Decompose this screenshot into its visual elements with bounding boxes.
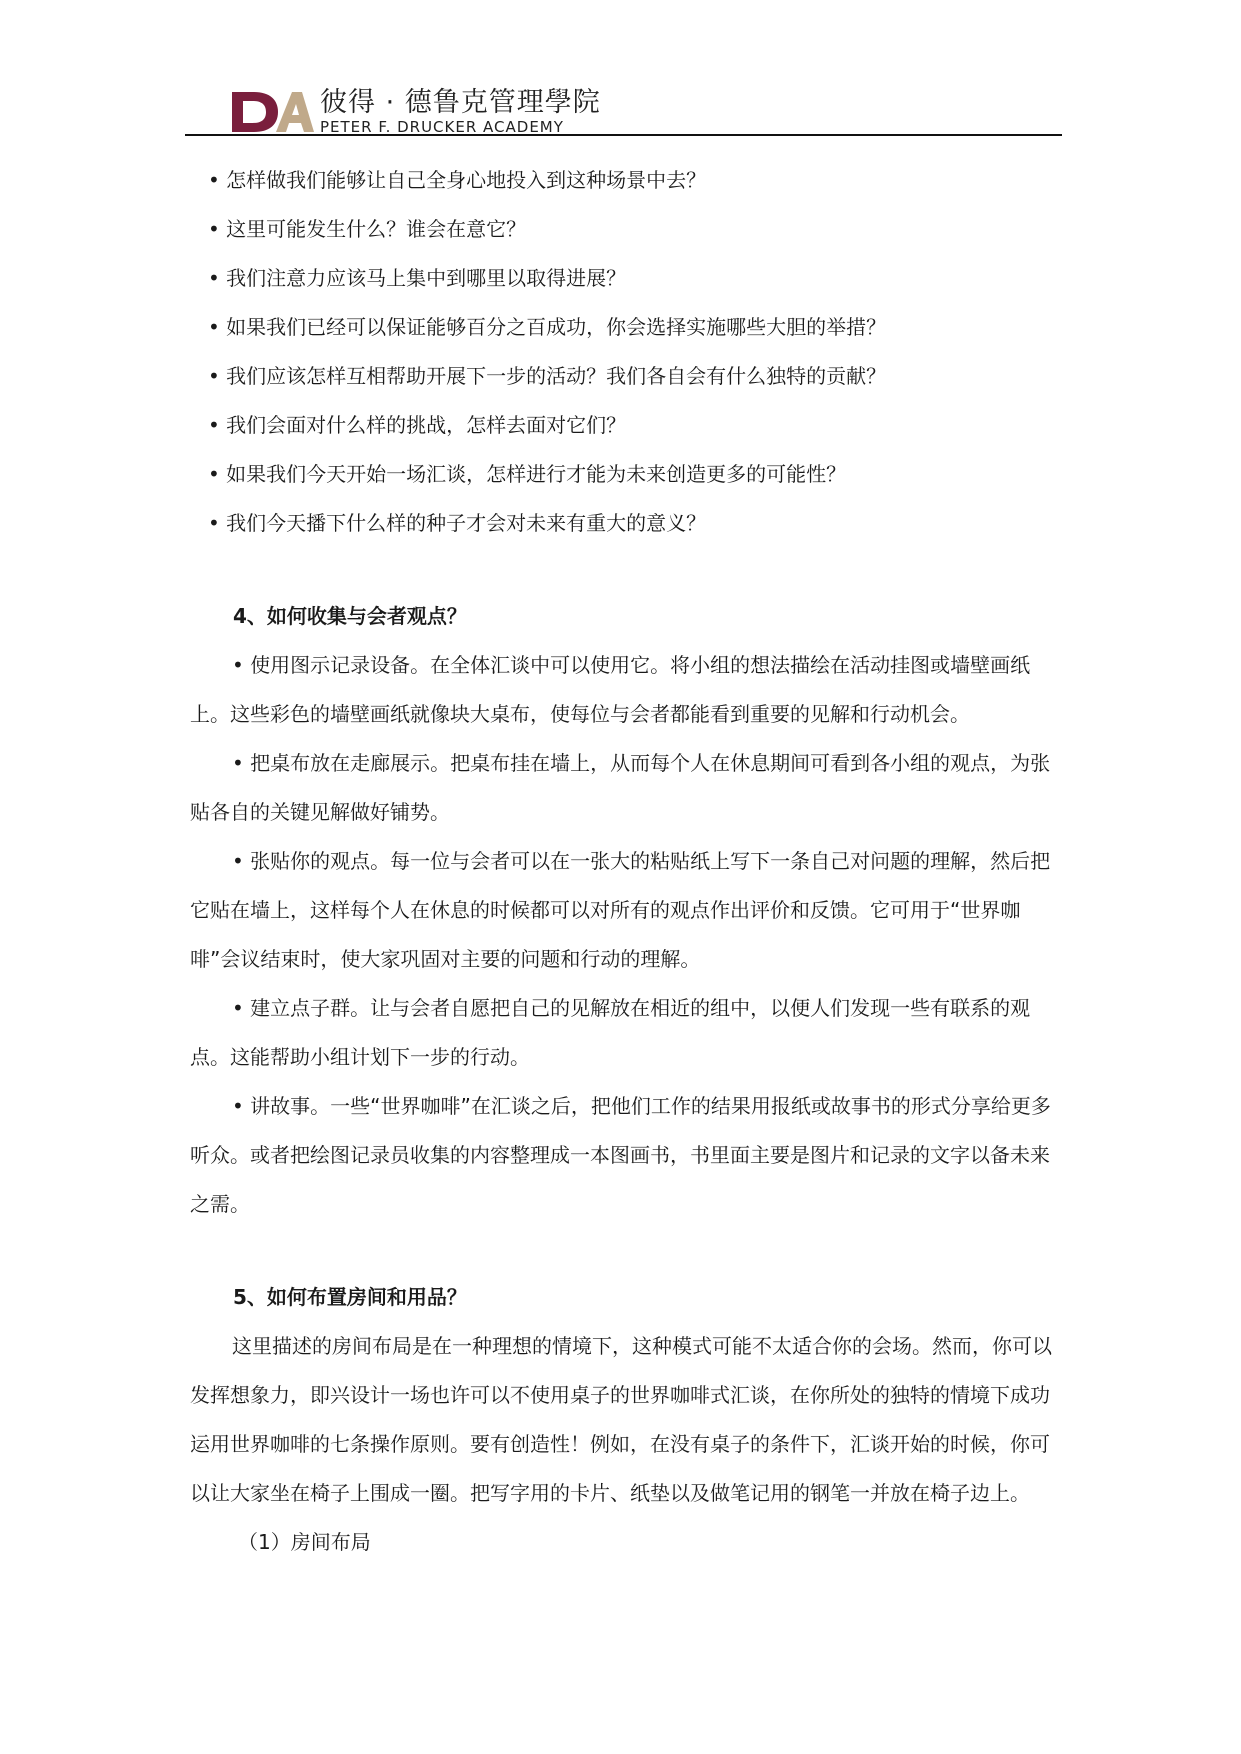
question-item: • 我们会面对什么样的挑战，怎样去面对它们？: [208, 413, 627, 437]
question-item: • 我们注意力应该马上集中到哪里以取得进展？: [208, 266, 627, 290]
document-body: [190, 150, 1060, 1567]
logo-english-name: PETER F. DRUCKER ACADEMY: [320, 118, 564, 136]
header-rule: [185, 134, 1062, 136]
question-item: • 如果我们已经可以保证能够百分之百成功，你会选择实施哪些大胆的举措？: [208, 315, 887, 339]
question-list: [190, 156, 1060, 548]
section-4-paragraph: • 张贴你的观点。每一位与会者可以在一张大的粘贴纸上写下一条自己对问题的理解，然后把它贴在墙上，这样每个人在休息的时候都可以对所有的观点作出评价和反馈。它可用于“世界咖啡”会议结束时，使大家巩固对主要的问题和行动的理解。: [190, 849, 1051, 971]
section-4-paragraph: • 使用图示记录设备。在全体汇谈中可以使用它。将小组的想法描绘在活动挂图或墙壁画纸上。这些彩色的墙壁画纸就像块大桌布，使每位与会者都能看到重要的见解和行动机会。: [190, 653, 1031, 726]
question-item: • 怎样做我们能够让自己全身心地投入到这种场景中去？: [208, 168, 707, 192]
section-5-heading: 5、如何布置房间和用品？: [233, 1285, 467, 1309]
section-5-subheading: （1）房间布局: [238, 1530, 371, 1554]
question-item: • 如果我们今天开始一场汇谈，怎样进行才能为未来创造更多的可能性？: [208, 462, 847, 486]
section-4-paragraph: • 建立点子群。让与会者自愿把自己的见解放在相近的组中，以便人们发现一些有联系的观点。这能帮助小组计划下一步的行动。: [190, 996, 1031, 1069]
question-item: • 我们应该怎样互相帮助开展下一步的活动？我们各自会有什么独特的贡献？: [208, 364, 887, 388]
question-item: • 我们今天播下什么样的种子才会对未来有重大的意义？: [208, 511, 707, 535]
logo-chinese-name: 彼得 · 德鲁克管理學院: [320, 87, 601, 118]
section-4-heading: 4、如何收集与会者观点？: [233, 604, 467, 628]
section-4-paragraph: • 把桌布放在走廊展示。把桌布挂在墙上，从而每个人在休息期间可看到各小组的观点，为张贴各自的关键见解做好铺势。: [190, 751, 1051, 824]
question-item: • 这里可能发生什么？谁会在意它？: [208, 217, 527, 241]
da-logo-icon: [232, 92, 314, 132]
section-5-paragraph: 这里描述的房间布局是在一种理想的情境下，这种模式可能不太适合你的会场。然而，你可以发挥想象力，即兴设计一场也许可以不使用桌子的世界咖啡式汇谈，在你所处的独特的情境下成功运用世界咖啡的七条操作原则。要有创造性！例如，在没有桌子的条件下，汇谈开始的时候，你可以让大家坐在椅子上围成一圈。把写字用的卡片、纸垫以及做笔记用的钢笔一并放在椅子边上。: [190, 1334, 1052, 1505]
page-header: [232, 88, 1062, 138]
section-4-paragraph: • 讲故事。一些“世界咖啡”在汇谈之后，把他们工作的结果用报纸或故事书的形式分享给更多听众。或者把绘图记录员收集的内容整理成一本图画书，书里面主要是图片和记录的文字以备未来之需。: [190, 1094, 1051, 1216]
